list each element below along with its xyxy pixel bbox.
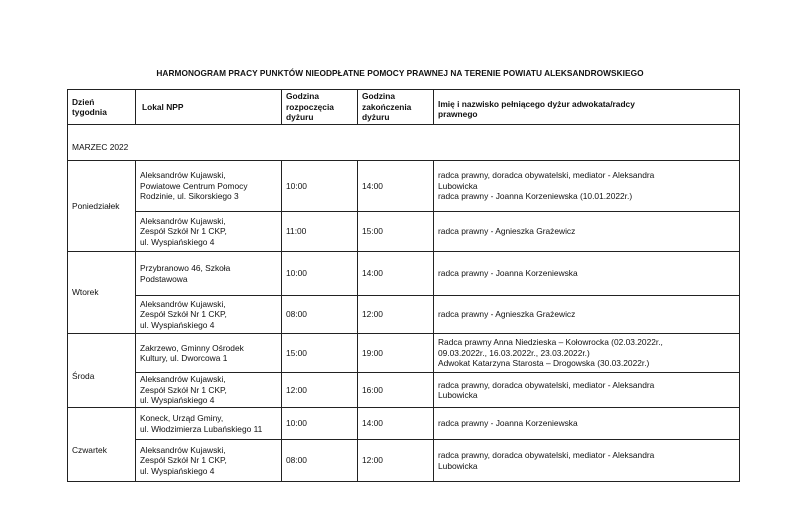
location-cell: Aleksandrów Kujawski, Zespół Szkół Nr 1 CKP, ul. Wyspiańskiego 4 xyxy=(136,373,282,408)
end-time: 16:00 xyxy=(358,373,434,408)
schedule-table xyxy=(67,89,740,482)
month-label: MARZEC 2022 xyxy=(68,125,740,161)
table-row xyxy=(68,373,740,408)
table-row xyxy=(68,252,740,296)
person-cell: radca prawny - Agnieszka Grażewicz xyxy=(434,212,740,252)
start-time: 10:00 xyxy=(282,252,358,296)
document-title: HARMONOGRAM PRACY PUNKTÓW NIEODPŁATNE POMOCY PRAWNEJ NA TERENIE POWIATU ALEKSANDROWSKIEGO xyxy=(156,68,644,78)
location-cell: Koneck, Urząd Gminy, ul. Włodzimierza Lubańskiego 11 xyxy=(136,408,282,440)
month-row xyxy=(68,125,740,161)
day-monday: Poniedziałek xyxy=(68,161,136,252)
header-person: Imię i nazwisko pełniącego dyżur adwokata/radcy prawnego xyxy=(434,90,740,125)
end-time: 15:00 xyxy=(358,212,434,252)
person-cell: Radca prawny Anna Niedzieska – Kołowrocka (02.03.2022r., 09.03.2022r., 16.03.2022r., 23.03.2022r.) Adwokat Katarzyna Starosta – Drogowska (30.03.2022r.) xyxy=(434,334,740,373)
person-cell: radca prawny - Agnieszka Grażewicz xyxy=(434,296,740,334)
location-cell: Aleksandrów Kujawski, Powiatowe Centrum Pomocy Rodzinie, ul. Sikorskiego 3 xyxy=(136,161,282,212)
start-time: 15:00 xyxy=(282,334,358,373)
start-time: 08:00 xyxy=(282,296,358,334)
end-time: 14:00 xyxy=(358,408,434,440)
end-time: 14:00 xyxy=(358,161,434,212)
end-time: 12:00 xyxy=(358,296,434,334)
person-cell: radca prawny, doradca obywatelski, mediator - Aleksandra Lubowicka radca prawny - Joanna Korzeniewska (10.01.2022r.) xyxy=(434,161,740,212)
table-row xyxy=(68,334,740,373)
person-cell: radca prawny - Joanna Korzeniewska xyxy=(434,252,740,296)
location-cell: Aleksandrów Kujawski, Zespół Szkół Nr 1 CKP, ul. Wyspiańskiego 4 xyxy=(136,212,282,252)
location-cell: Zakrzewo, Gminny Ośrodek Kultury, ul. Dworcowa 1 xyxy=(136,334,282,373)
header-start: Godzina rozpoczęcia dyżuru xyxy=(282,90,358,125)
location-cell: Aleksandrów Kujawski, Zespół Szkół Nr 1 CKP, ul. Wyspiańskiego 4 xyxy=(136,296,282,334)
header-day: Dzień tygodnia xyxy=(68,90,136,125)
person-cell: radca prawny, doradca obywatelski, mediator - Aleksandra Lubowicka xyxy=(434,440,740,482)
header-end: Godzina zakończenia dyżuru xyxy=(358,90,434,125)
day-wednesday: Środa xyxy=(68,334,136,408)
person-cell: radca prawny, doradca obywatelski, mediator - Aleksandra Lubowicka xyxy=(434,373,740,408)
location-cell: Aleksandrów Kujawski, Zespół Szkół Nr 1 CKP, ul. Wyspiańskiego 4 xyxy=(136,440,282,482)
table-row xyxy=(68,161,740,212)
end-time: 12:00 xyxy=(358,440,434,482)
table-row xyxy=(68,440,740,482)
start-time: 12:00 xyxy=(282,373,358,408)
start-time: 11:00 xyxy=(282,212,358,252)
start-time: 10:00 xyxy=(282,161,358,212)
header-location: Lokal NPP xyxy=(136,90,282,125)
end-time: 19:00 xyxy=(358,334,434,373)
start-time: 10:00 xyxy=(282,408,358,440)
day-thursday: Czwartek xyxy=(68,408,136,482)
start-time: 08:00 xyxy=(282,440,358,482)
table-row xyxy=(68,212,740,252)
day-tuesday: Wtorek xyxy=(68,252,136,334)
location-cell: Przybranowo 46, Szkoła Podstawowa xyxy=(136,252,282,296)
end-time: 14:00 xyxy=(358,252,434,296)
header-row xyxy=(68,90,740,125)
table-row xyxy=(68,408,740,440)
table-row xyxy=(68,296,740,334)
person-cell: radca prawny - Joanna Korzeniewska xyxy=(434,408,740,440)
